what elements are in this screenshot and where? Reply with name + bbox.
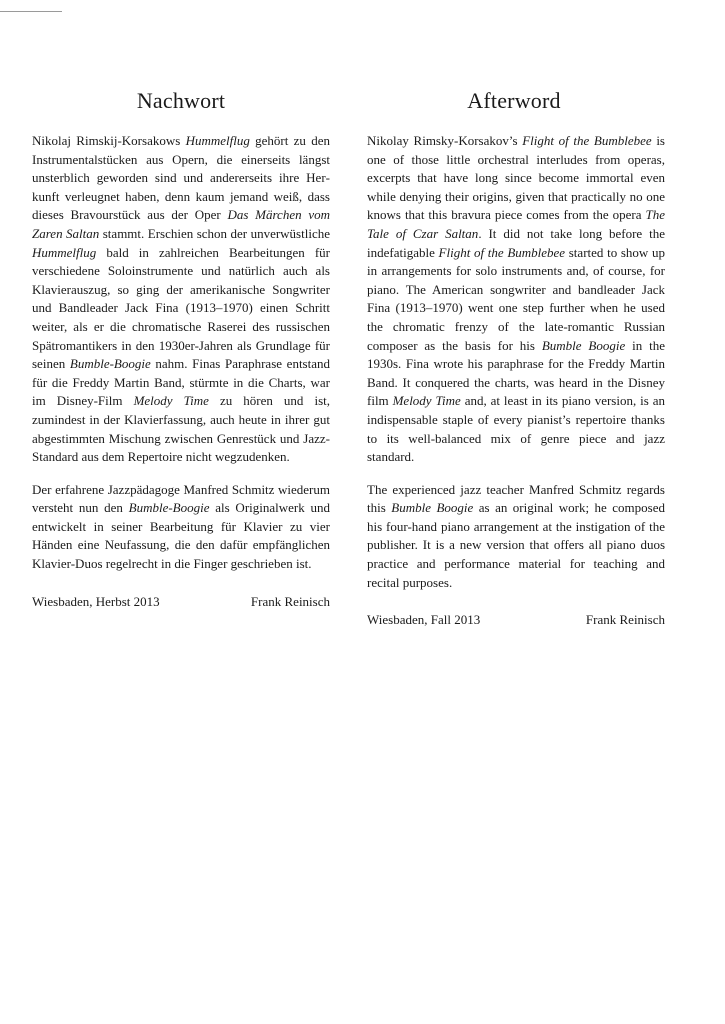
- italic-title-run: Melody Time: [133, 393, 209, 409]
- italic-title-run: Hummelflug: [185, 133, 250, 148]
- english-place-date: Wiesbaden, Fall 2013: [367, 612, 481, 628]
- text-run: Der erfahrene Jazzpädagoge Manfred Schmitz wiederum versteht nun den: [32, 481, 330, 516]
- text-run: is one of those little orchestral interludes from operas, excerpts that have long since become immortal even while denying their origins, given that practically no one knows that this bravura piece comes from the opera: [367, 133, 665, 223]
- german-body: [32, 132, 330, 574]
- german-paragraph: [32, 132, 330, 467]
- english-paragraph: [367, 481, 665, 593]
- english-title: Afterword: [467, 88, 561, 113]
- text-run: The experienced jazz teacher Manfred Schmitz regards this: [367, 481, 665, 516]
- text-run: stammt. Erschien schon der unverwüstliche: [99, 225, 330, 241]
- text-run: zu hören und ist, zumindest in der Klavierfassung, auch heute in ihrer gut abgestimmten Mischung zwischen Genrestück und Jazz-Standard aus dem Repertoire nicht wegzudenken.: [32, 393, 331, 465]
- italic-title-run: Melody Time: [392, 393, 461, 409]
- text-run: als Originalwerk und entwickelt in seiner Bearbeitung für Klavier zu vier Händen eine Neufassung, die den dafür empfänglichen Klavier-Duos regelrecht in die Finger geschrieben ist.: [32, 500, 330, 572]
- top-rule: [0, 11, 62, 12]
- german-author: Frank Reinisch: [250, 593, 330, 609]
- text-run: . It did not take long before the indefatigable: [367, 225, 666, 260]
- italic-title-run: Hummelflug: [32, 244, 97, 260]
- german-column: [32, 86, 330, 611]
- text-run: and, at least in its piano version, is an indispensable staple of every pianist’s repertoire thanks to its well-balanced mix of genre piece and jazz standard.: [367, 393, 666, 465]
- text-run: started to show up in arrangements for solo instruments and, of course, for piano. The American songwriter and bandleader Jack Fina (1913–1970) went one step further when he used the chromatic frenzy of the late-romantic Russian composer as the basis for his: [367, 244, 665, 353]
- english-body: [367, 132, 665, 592]
- italic-title-run: Das Märchen vom Zaren Saltan: [32, 207, 330, 241]
- italic-title-run: Bumble-Boogie: [69, 356, 151, 372]
- english-paragraph: [367, 132, 665, 467]
- german-paragraph: [32, 481, 330, 574]
- text-run: Nikolay Rimsky-Korsakov’s: [367, 133, 523, 148]
- english-column: [367, 86, 665, 629]
- italic-title-run: Flight of the Bumblebee: [522, 133, 652, 148]
- italic-title-run: Bumble-Boogie: [128, 500, 210, 516]
- german-place-date: Wiesbaden, Herbst 2013: [32, 593, 160, 609]
- text-run: gehört zu den Instrumentalstücken aus Opern, die einerseits längst unsterblich geworden sind und andererseits ihre Herkunft verleugnet haben, denn kaum jemand weiß, dass dieses Bravourstück aus der Oper: [32, 133, 330, 223]
- text-run: bald in zahlreichen Bearbeitungen für verschiedene Soloinstrumente und natürlich auch als Klavierauszug, so ging der amerikanische Songwriter und Bandleader Jack Fina (1913–1970) einen Schritt weiter, als er die chromatische Raserei des russischen Spätromantikers in den 1930er-Jahren als Grundlage für seinen: [32, 244, 330, 372]
- text-run: Nikolaj Rimskij-Korsakows: [32, 133, 186, 148]
- english-signature: [367, 611, 665, 629]
- text-run: nahm. Finas Paraphrase entstand für die Freddy Martin Band, stürmte in die Charts, war im Disney-Film: [32, 356, 331, 409]
- italic-title-run: Flight of the Bumblebee: [438, 244, 566, 260]
- text-run: in the 1930s. Fina wrote his paraphrase for the Freddy Martin Band. It conquered the charts, was heard in the Disney film: [367, 337, 665, 409]
- german-title: Nachwort: [136, 88, 226, 113]
- german-signature: [32, 593, 330, 611]
- italic-title-run: Bumble Boogie: [391, 500, 474, 516]
- italic-title-run: Bumble Boogie: [541, 337, 626, 353]
- italic-title-run: The Tale of Czar Saltan: [367, 207, 665, 241]
- text-run: as an original work; he composed his four-hand piano arrangement at the instigation of the publisher. It is a new version that offers all piano duos practice and performance material for teaching and recital purposes.: [367, 500, 665, 590]
- english-author: Frank Reinisch: [585, 612, 665, 628]
